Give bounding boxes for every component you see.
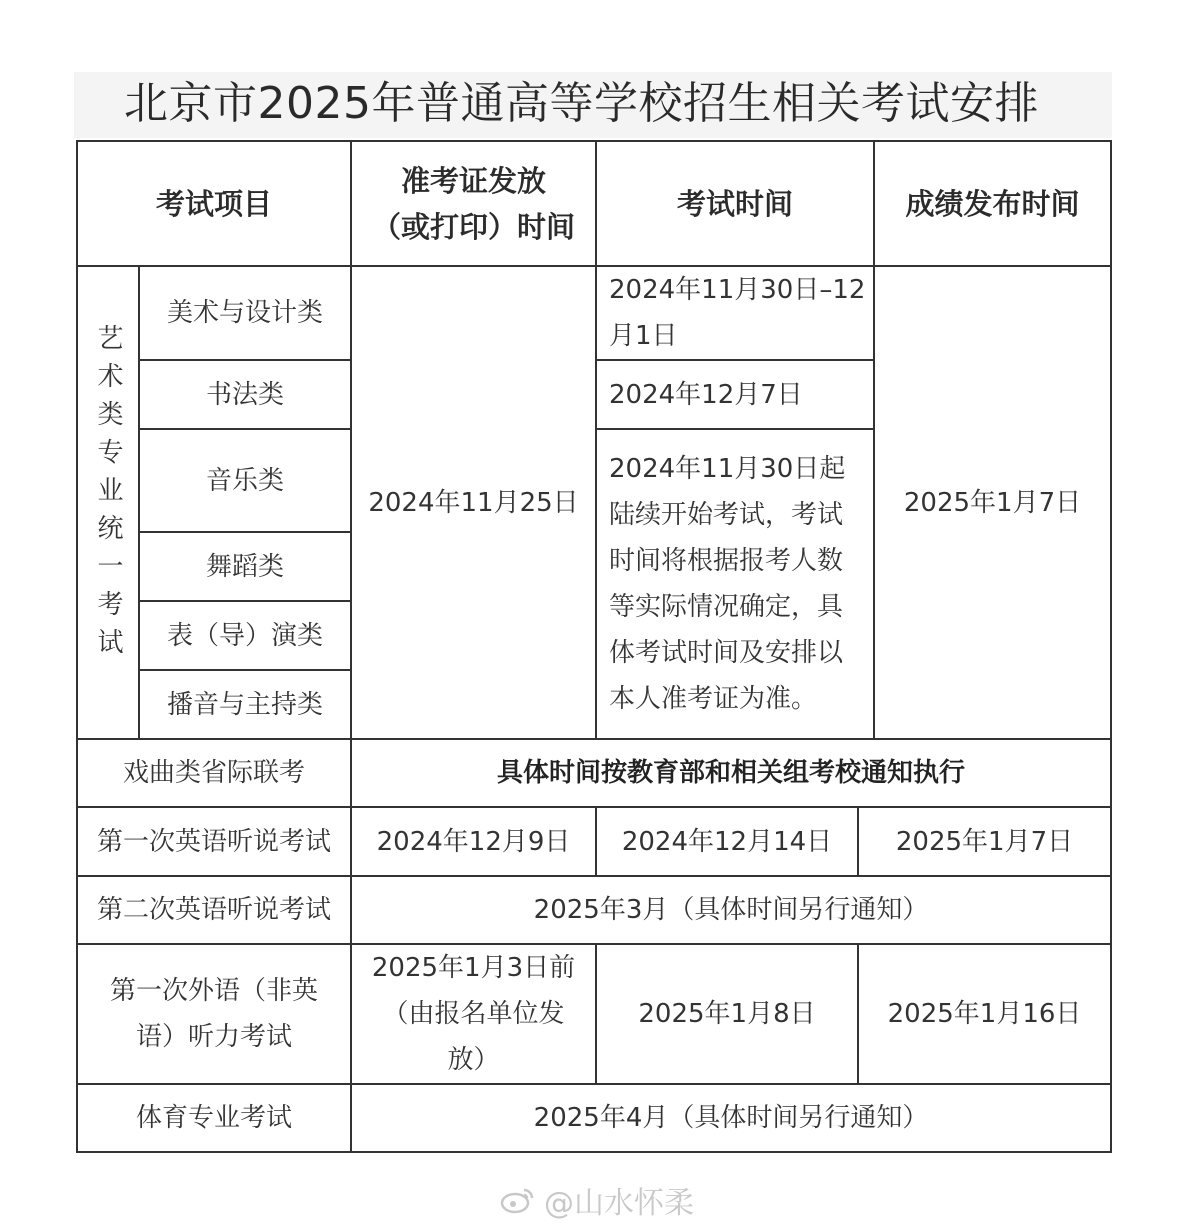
opera-note: 具体时间按教育部和相关组考校通知执行: [351, 739, 1111, 807]
header-ticket-line1: 准考证发放: [401, 163, 547, 198]
opera-label: 戏曲类省际联考: [77, 739, 351, 807]
header-ticket-line2: （或打印）时间: [372, 209, 576, 244]
table-row: [77, 266, 1111, 360]
art-result-time: 2025年1月7日: [874, 266, 1111, 739]
foreign1-exam: 2025年1月8日: [596, 944, 858, 1084]
english1-exam: 2024年12月14日: [596, 807, 858, 876]
header-exam-item: 考试项目: [77, 141, 351, 266]
art-item-broadcasting: 播音与主持类: [139, 670, 351, 739]
art-item-calligraphy: 书法类: [139, 360, 351, 429]
table-row: [77, 807, 1111, 876]
art-item-music: 音乐类: [139, 429, 351, 532]
header-result-time: 成绩发布时间: [874, 141, 1111, 266]
table-row: [77, 739, 1111, 807]
art-item-fine-arts: 美术与设计类: [139, 266, 351, 360]
art-exam-time-2: 2024年12月7日: [596, 360, 874, 429]
art-item-dance: 舞蹈类: [139, 532, 351, 601]
table-header-row: [77, 141, 1111, 266]
page-title: 北京市2025年普通高等学校招生相关考试安排: [124, 78, 1039, 129]
watermark-text: @山水怀柔: [544, 1186, 694, 1221]
exam-schedule-table: [76, 140, 1112, 1153]
english1-ticket: 2024年12月9日: [351, 807, 596, 876]
weibo-icon: [500, 1185, 536, 1215]
header-ticket-time: [351, 141, 596, 266]
table-row: [77, 876, 1111, 944]
art-group-label: 艺术类专业统一考试: [93, 324, 123, 666]
art-group-label-cell: [77, 266, 139, 739]
header-exam-time: 考试时间: [596, 141, 874, 266]
pe-note: 2025年4月（具体时间另行通知）: [351, 1084, 1111, 1152]
foreign1-result: 2025年1月16日: [858, 944, 1111, 1084]
english1-label: 第一次英语听说考试: [77, 807, 351, 876]
foreign1-ticket: 2025年1月3日前（由报名单位发放）: [351, 944, 596, 1084]
art-exam-time-1: 2024年11月30日–12月1日: [596, 266, 874, 360]
foreign1-label: 第一次外语（非英语）听力考试: [77, 944, 351, 1084]
art-ticket-time: 2024年11月25日: [351, 266, 596, 739]
watermark: [500, 1180, 694, 1220]
table-row: [77, 1084, 1111, 1152]
english2-label: 第二次英语听说考试: [77, 876, 351, 944]
art-exam-time-3: 2024年11月30日起陆续开始考试，考试时间将根据报考人数等实际情况确定，具体考试时间及安排以本人准考证为准。: [596, 429, 874, 739]
pe-label: 体育专业考试: [77, 1084, 351, 1152]
english1-result: 2025年1月7日: [858, 807, 1111, 876]
english2-note: 2025年3月（具体时间另行通知）: [351, 876, 1111, 944]
table-row: [77, 944, 1111, 1084]
art-item-acting: 表（导）演类: [139, 601, 351, 670]
